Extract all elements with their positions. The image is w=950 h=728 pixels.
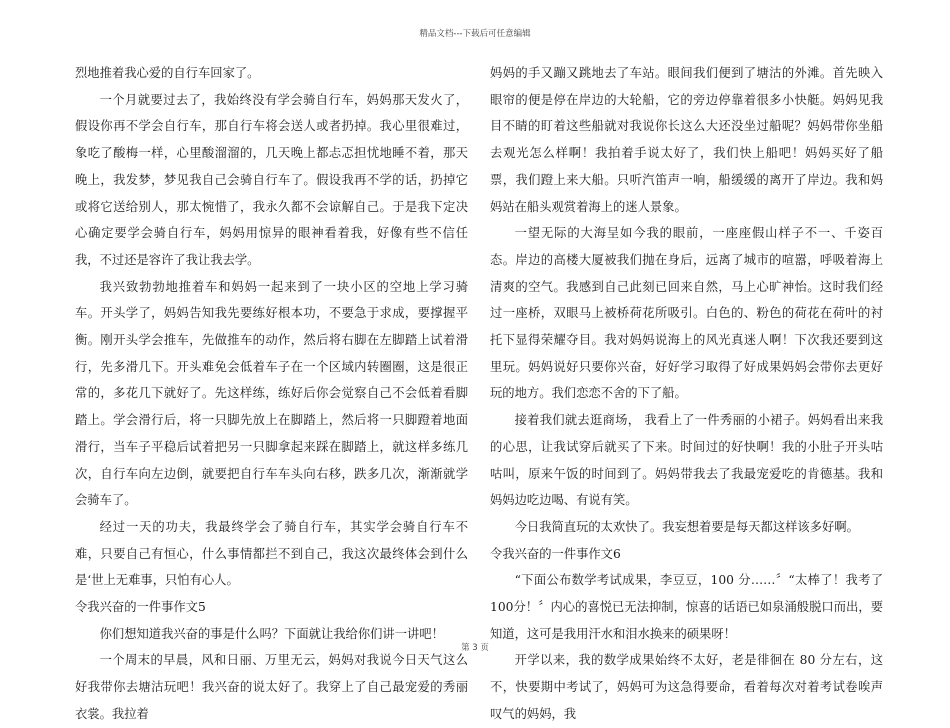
paragraph: 经过一天的功夫，我最终学会了骑自行车，其实学会骑自行车不难，只要自己有恒心，什么事情都拦不到自己，我这次最终体会到什么是‘世上无难事，只怕有心人。: [75, 519, 468, 588]
page-number: 第 3 页: [461, 643, 489, 653]
right-text-column: [490, 60, 883, 728]
paragraph: 今日我简直玩的太欢快了。我妄想着要是每天都这样该多好啊。: [514, 519, 859, 534]
paragraph: 我兴致勃勃地推着车和妈妈一起来到了一块小区的空地上学习骑车。开头学了，妈妈告知我先要练好根本功，不要急于求成，要撑握平衡。刚开头学会推车，先做推车的动作，然后将右脚在左脚踏上试着滑行，先多滑几下。开头难免会低着车子在一个区域内转圈圈，这是很正常的，多花几下就好了。先这样练，练好后你会觉察自己不会低着看脚踏上。学会滑行后，将一只脚先放上在脚踏上，然后将一只脚蹬着地面滑行，当车子平稳后试着把另一只脚拿起来踩在脚踏上，就这样多练几次，自行车向左边倒，就要把自行车车头向右移，跌多几次，渐渐就学会骑车了。: [75, 279, 468, 508]
paragraph: 一个月就要过去了，我始终没有学会骑自行车，妈妈那天发火了，假设你再不学会自行车，那自行车将会送人或者扔掉。我心里很难过，象吃了酸梅一样，心里酸溜溜的，几天晚上都忐忑担忧地睡不着，那天晚上，我发梦，梦见我自己会骑自行车了。假设我再不学的话，扔掉它或将它送给别人，那太惋惜了，我永久都不会谅解自己。于是我下定决心确定要学会骑自行车，妈妈用惊异的眼神看着我，好像有些不信任我，不过还是容许了我让我去学。: [75, 92, 468, 267]
left-text-column: [75, 60, 468, 728]
paragraph: 一个周末的早晨，风和日丽、万里无云，妈妈对我说今日天气这么好我带你去塘沽玩吧！我兴奋的说太好了。我穿上了自己最宠爱的秀丽衣裳。我拉着: [75, 653, 468, 721]
page-header: 精品文档---下载后可任意编辑: [419, 29, 531, 39]
section-heading: 令我兴奋的一件事作文6: [490, 546, 621, 561]
paragraph: 烈地推着我心爱的自行车回家了。: [75, 66, 260, 80]
paragraph: 妈妈的手又蹦又跳地去了车站。眼间我们便到了塘沽的外滩。首先映入眼帘的便是停在岸边的大轮船，它的旁边停靠着很多小快艇。妈妈见我目不睛的盯着这些船就对我说你长这么大还没坐过船呢？妈妈带你坐船去观光怎么样啊！我拍着手说太好了，我们快上船吧！妈妈买好了船票，我们蹬上来大船。只听汽笛声一响，船缓缓的离开了岸边。我和妈妈站在船头观赏着海上的迷人景象。: [490, 66, 883, 214]
paragraph: “下面公布数学考试成果，李豆豆，100 分……〞“太棒了！我考了 100分！〞内心的喜悦已无法抑制，惊喜的话语已如泉涌般脱口而出，要知道，这可是我用汗水和泪水换来的硕果呀！: [490, 573, 883, 641]
paragraph: 接着我们就去逛商场， 我看上了一件秀丽的小裙子。妈妈看出来我的心思，让我试穿后就买了下来。时间过的好快啊！我的小肚子开头咕咕叫，原来午饭的时间到了。妈妈带我去了我最宠爱吃的肯德基。我和妈妈边吃边喝、有说有笑。: [490, 413, 883, 508]
paragraph: 你们想知道我兴奋的事是什么吗？下面就让我给你们讲一讲吧！: [99, 626, 444, 641]
section-heading: 令我兴奋的一件事作文5: [75, 600, 206, 615]
paragraph: 一望无际的大海呈如今我的眼前，一座座假山样子不一、千姿百态。岸边的高楼大厦被我们抛在身后，远离了城市的喧嚣，呼吸着海上清爽的空气。我感到自己此刻已回来自然，马上心旷神怡。这时我们经过一座桥，双眼马上被桥荷花所吸引。白色的、粉色的荷花在荷叶的衬托下显得荣耀夺目。我对妈妈说海上的风光真迷人啊！下次我还要到这里玩。妈妈说好只要你兴奋，好好学习取得了好成果妈妈会带你去更好玩的地方。我们恋恋不舍的下了船。: [490, 226, 883, 401]
paragraph: 开学以来，我的数学成果始终不太好，老是徘徊在 80 分左右，这不，快要期中考试了，妈妈可为这急得要命，看着每次对着考试卷唉声叹气的妈妈，我: [490, 653, 883, 721]
